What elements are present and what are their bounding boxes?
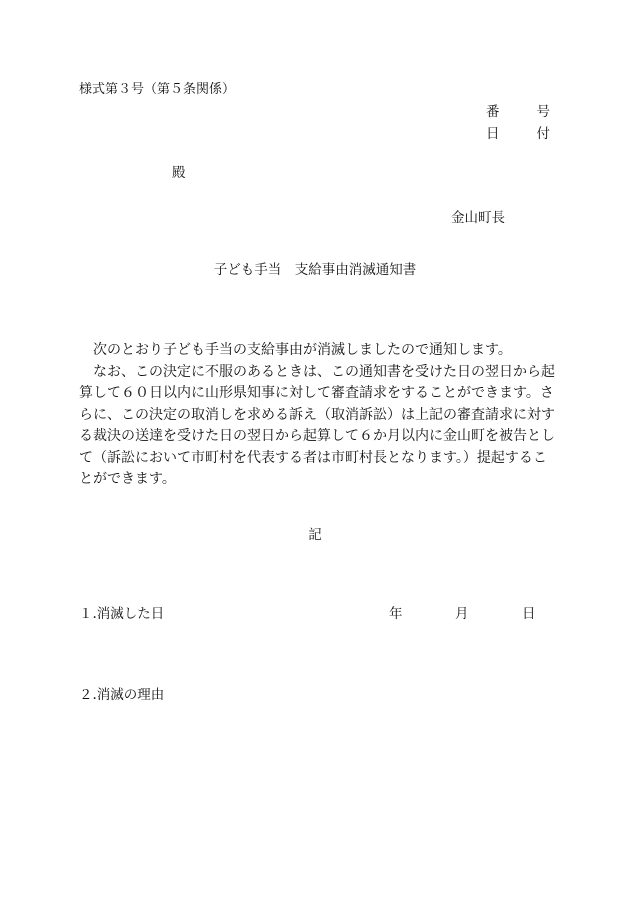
notice-body bbox=[79, 340, 559, 491]
number-label-left: 番 bbox=[486, 104, 500, 120]
issuer-name: 金山町長 bbox=[451, 210, 505, 226]
month-label: 月 bbox=[455, 606, 469, 622]
item-termination-reason-label: ２.消滅の理由 bbox=[79, 687, 165, 703]
document-date-row bbox=[486, 122, 550, 142]
addressee-honorific: 殿 bbox=[172, 165, 186, 181]
document-number-row bbox=[486, 100, 550, 120]
record-heading: 記 bbox=[308, 527, 322, 543]
day-label: 日 bbox=[522, 606, 536, 622]
item-termination-date-label: １.消滅した日 bbox=[79, 606, 165, 622]
number-label-right: 号 bbox=[536, 104, 550, 120]
date-label-right: 付 bbox=[536, 126, 550, 142]
year-label: 年 bbox=[389, 606, 403, 622]
date-label-left: 日 bbox=[486, 126, 500, 142]
body-paragraph: なお、この決定に不服のあるときは、この通知書を受けた日の翌日から起算して６０日以内に山形県知事に対して審査請求をすることができます。さらに、この決定の取消しを求める訴え（取消訴訟）は上記の審査請求に対する裁決の送達を受けた日の翌日から起算して６か月以内に金山町を被告として（訴訟において市町村を代表する者は市町村長となります。）提起することができます。 bbox=[79, 363, 555, 487]
body-paragraph: 次のとおり子ども手当の支給事由が消滅しましたので通知します。 bbox=[93, 342, 512, 358]
form-number-label: 様式第３号（第５条関係） bbox=[79, 82, 236, 97]
document-title: 子ども手当 支給事由消滅通知書 bbox=[213, 262, 417, 278]
